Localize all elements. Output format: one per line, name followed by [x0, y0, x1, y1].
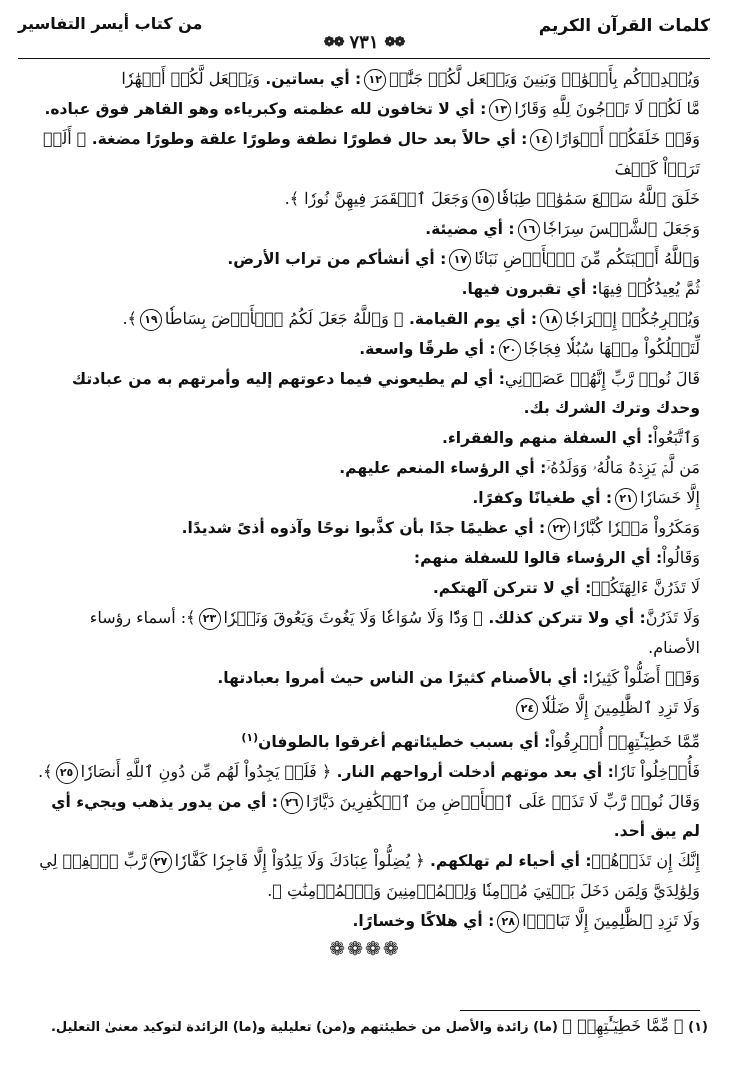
explanation: : أي بعد موتهم أدخلت أرواحهم النار.	[331, 763, 614, 782]
explanation: : أي هلاكًا وخسارًا.	[352, 912, 495, 931]
glossary-entry	[34, 334, 700, 364]
glossary-entry	[34, 214, 700, 244]
ornament-right-icon: ❁❁	[384, 35, 405, 50]
ornament-left-icon: ❁❁	[323, 35, 344, 50]
quran-phrase-secondary: وَيَجۡعَل لَّكُمۡ أَنۡهَٰرٗا	[121, 69, 260, 88]
glossary-entry	[34, 453, 700, 483]
explanation: : أي بسبب خطيئاتهم أغرقوا بالطوفان	[258, 733, 551, 752]
explanation: : أي أنشأكم من تراب الأرض.	[227, 250, 447, 268]
ayah-number: ١٢	[364, 69, 386, 91]
quran-phrase: مَّا لَكُمۡ لَا تَرۡجُونَ لِلَّهِ وَقَارٗا	[514, 99, 700, 118]
quran-phrase: وَلَا تَزِدِ ٱلظَّٰلِمِينَ إِلَّا ضَلَٰلٗا	[541, 698, 700, 717]
glossary-entry	[34, 603, 700, 663]
quran-phrase: لَا تَذَرُنَّ ءَالِهَتَكُمۡ	[591, 578, 700, 597]
explanation: : أي الرؤساء المنعم عليهم.	[339, 459, 547, 477]
explanation: : أي السفلة منهم والفقراء.	[441, 429, 654, 447]
quran-phrase-secondary: ﴿ فَلَمۡ يَجِدُواْ لَهُم مِّن دُونِ ٱللَّهِ أَنصَارٗا	[80, 762, 332, 782]
explanation: : أي حالاً بعد حال فطورًا نطفة وطورًا علقة وطورًا مضغة.	[86, 130, 528, 148]
ayah-number-secondary: ٢٧	[150, 851, 172, 873]
glossary-entry	[34, 906, 700, 936]
quran-phrase: وَجَعَلَ ٱلشَّمۡسَ سِرَاجٗا	[542, 219, 700, 238]
book-title: كلمات القرآن الكريم	[538, 16, 710, 36]
explanation-secondary: ﴾.	[122, 309, 137, 328]
quran-phrase: وَمَكَرُواْ مَكۡرٗا كُبَّارٗا	[573, 518, 700, 537]
quran-phrase: وَٱللَّهُ أَنۢبَتَكُم مِّنَ ٱلۡأَرۡضِ نَبَاتٗا	[474, 249, 700, 268]
ayah-number: ٢٦	[281, 792, 303, 814]
quran-phrase: مِّمَّا خَطِيٓـَٰٔتِهِمۡ أُغۡرِقُواْ	[550, 732, 700, 752]
page-header	[18, 10, 710, 60]
quran-phrase: وَيُخۡرِجُكُمۡ إِخۡرَاجٗا	[565, 309, 700, 328]
ayah-number-secondary: ٢٥	[56, 762, 78, 784]
source-title: من كتاب أيسر التفاسير	[18, 14, 203, 33]
footnote-ref: (١)	[241, 731, 259, 744]
explanation: : أي لا تخافون لله عظمته وكبرياءه وهو القاهر فوق عباده.	[44, 100, 487, 118]
quran-phrase: وَقَدۡ خَلَقَكُمۡ أَطۡوَارًا	[555, 129, 700, 148]
explanation: : أي لم يطيعوني فيما دعوتهم إليه وأمرتهم به من عبادتك وحدك وترك الشرك بك.	[71, 370, 700, 417]
glossary-entry	[34, 64, 700, 94]
section-divider-icon: ❁❁❁❁	[329, 938, 401, 960]
ayah-number: ١٨	[540, 309, 562, 331]
explanation: : أي مضيئة.	[425, 220, 515, 238]
ayah-number: ١٣	[489, 99, 511, 121]
ayah-number: ١٦	[518, 219, 540, 241]
explanation-secondary: ﴾: أسماء رؤساء الأصنام.	[89, 608, 700, 657]
quran-phrase: وَلَا تَذَرُنَّ	[645, 608, 700, 627]
page-number-block	[324, 32, 405, 53]
ayah-number-secondary: ٢٣	[199, 608, 221, 630]
ayah-number-secondary: ١٩	[140, 309, 162, 331]
quran-phrase-secondary: ﴿ أَلَمۡ تَرَوۡاْ كَيۡفَ	[43, 129, 700, 178]
quran-phrase: إِنَّكَ إِن تَذَرۡهُمۡ	[591, 851, 700, 871]
glossary-entry	[34, 787, 700, 846]
glossary-entry	[34, 513, 700, 543]
glossary-entry	[34, 304, 700, 334]
footnote-text: (ما) زائدة والأصل من خطيئتهم و(من) تعليلية و(ما) الزائدة لتوكيد معنىٰ التعليل.	[50, 1020, 558, 1035]
ayah-number: ٢٠	[499, 339, 521, 361]
explanation: : أي ولا تتركن كذلك.	[482, 609, 646, 627]
glossary-entry	[34, 757, 700, 787]
ayah-number: ١٤	[530, 129, 552, 151]
explanation: : أي يوم القيامة.	[403, 310, 538, 328]
quran-phrase: خَلَقَ ٱللَّهُ سَبۡعَ سَمَٰوَٰتٖ طِبَاقٗا	[496, 189, 700, 208]
explanation: : أي أحياء لم تهلكهم.	[424, 852, 592, 871]
footnote-rule	[460, 1010, 700, 1011]
quran-phrase: مَن لَّمۡ يَزِدۡهُ مَالُهُۥ وَوَلَدُهُۥٓ	[546, 458, 700, 477]
glossary-entry	[34, 423, 700, 453]
quran-phrase: وَقَالُواْ	[662, 548, 700, 567]
explanation-secondary: رَّبِّ ٱغۡفِرۡ لِي وَلِوَٰلِدَيَّ وَلِمَن دَخَلَ بَيۡتِيَ مُؤۡمِنٗا وَلِلۡمُؤۡمِنِينَ وَٱلۡمُؤۡمِنَٰتِ ﴾.	[39, 851, 700, 901]
quran-phrase: ثُمَّ يُعِيدُكُمۡ فِيهَا	[597, 279, 700, 298]
glossary-entry	[34, 543, 700, 573]
ayah-number: ١٧	[449, 249, 471, 271]
quran-phrase: وَلَا تَزِدِ ٱلظَّٰلِمِينَ إِلَّا تَبَارَۢا	[522, 911, 700, 931]
quran-phrase: لِّتَسۡلُكُواْ مِنۡهَا سُبُلٗا فِجَاجٗا	[523, 339, 700, 358]
explanation: : أي عظيمًا جدًا بأن كذَّبوا نوحًا وآذوه أذىً شديدًا.	[181, 519, 546, 537]
explanation-secondary: ﴾.	[38, 762, 53, 782]
quran-phrase: وَيُمۡدِدۡكُم بِأَمۡوَٰلٖ وَبَنِينَ وَيَجۡعَل لَّكُمۡ جَنَّٰتٖ	[389, 69, 700, 88]
quran-phrase-secondary: وَجَعَلَ ٱلۡقَمَرَ فِيهِنَّ نُورٗا ﴾.	[284, 189, 469, 208]
glossary-entry	[34, 483, 700, 513]
quran-phrase-secondary: ﴿ يُضِلُّواْ عِبَادَكَ وَلَا يَلِدُوٓاْ إِلَّا فَاجِرٗا كَفَّارٗا	[174, 851, 425, 871]
glossary-entry	[34, 244, 700, 274]
glossary-entry	[34, 846, 700, 906]
ayah-number: ٢٨	[497, 911, 519, 933]
glossary-entry	[34, 94, 700, 124]
glossary-entry	[34, 124, 700, 184]
glossary-entry	[34, 693, 700, 723]
ayah-number: ٢٤	[516, 698, 538, 720]
explanation: : أي من يدور يذهب ويجيء أي لم يبق أحد.	[51, 793, 700, 841]
footnote	[40, 1016, 708, 1038]
page-number: ٧٣١	[349, 32, 379, 53]
explanation: : أي الرؤساء قالوا للسفلة منهم:	[413, 549, 663, 567]
glossary-entry	[34, 364, 700, 423]
explanation: : أي تقبرون فيها.	[461, 280, 598, 298]
glossary-body	[34, 64, 700, 936]
explanation: : أي بالأصنام كثيرًا من الناس حيث أمروا بعبادتها.	[217, 669, 589, 687]
quran-phrase: وَٱتَّبَعُواْ	[653, 428, 700, 447]
ayah-number: ٢١	[615, 488, 637, 510]
glossary-entry	[34, 184, 700, 214]
glossary-entry	[34, 573, 700, 603]
glossary-entry	[34, 274, 700, 304]
glossary-entry	[34, 723, 700, 757]
quran-phrase: وَقَالَ نُوحٞ رَّبِّ لَا تَذَرۡ عَلَى ٱلۡأَرۡضِ مِنَ ٱلۡكَٰفِرِينَ دَيَّارًا	[305, 792, 700, 812]
quran-phrase: قَالَ نُوحٞ رَّبِّ إِنَّهُمۡ عَصَوۡنِي	[504, 369, 700, 388]
quran-phrase: فَأُدۡخِلُواْ نَارٗا	[613, 762, 700, 782]
explanation: : أي لا تتركن آلهتكم.	[432, 579, 592, 597]
quran-phrase-secondary: ﴿ وَٱللَّهُ جَعَلَ لَكُمُ ٱلۡأَرۡضَ بِسَاطٗا	[164, 309, 404, 328]
ayah-number: ٢٢	[548, 518, 570, 540]
explanation: : أي طغيانًا وكفرًا.	[472, 489, 613, 507]
ayah-number: ١٥	[472, 189, 494, 211]
explanation: : أي بساتين.	[259, 70, 362, 88]
footnote-quran: ﴿ مِّمَّا خَطِيٓـَٰٔتِهِمۡ ﴾	[562, 1016, 684, 1035]
quran-phrase: وَقَدۡ أَضَلُّواْ كَثِيرٗا	[588, 668, 700, 687]
footnote-marker: (١)	[688, 1020, 708, 1035]
glossary-entry	[34, 663, 700, 693]
quran-phrase: إِلَّا خَسَارٗا	[640, 488, 700, 507]
header-rule	[18, 58, 710, 59]
quran-phrase-secondary: ﴿ وَدّٗا وَلَا سُوَاعٗا وَلَا يَغُوثَ وَيَعُوقَ وَنَسۡرٗا	[223, 608, 483, 627]
explanation: : أي طرقًا واسعة.	[359, 340, 496, 358]
